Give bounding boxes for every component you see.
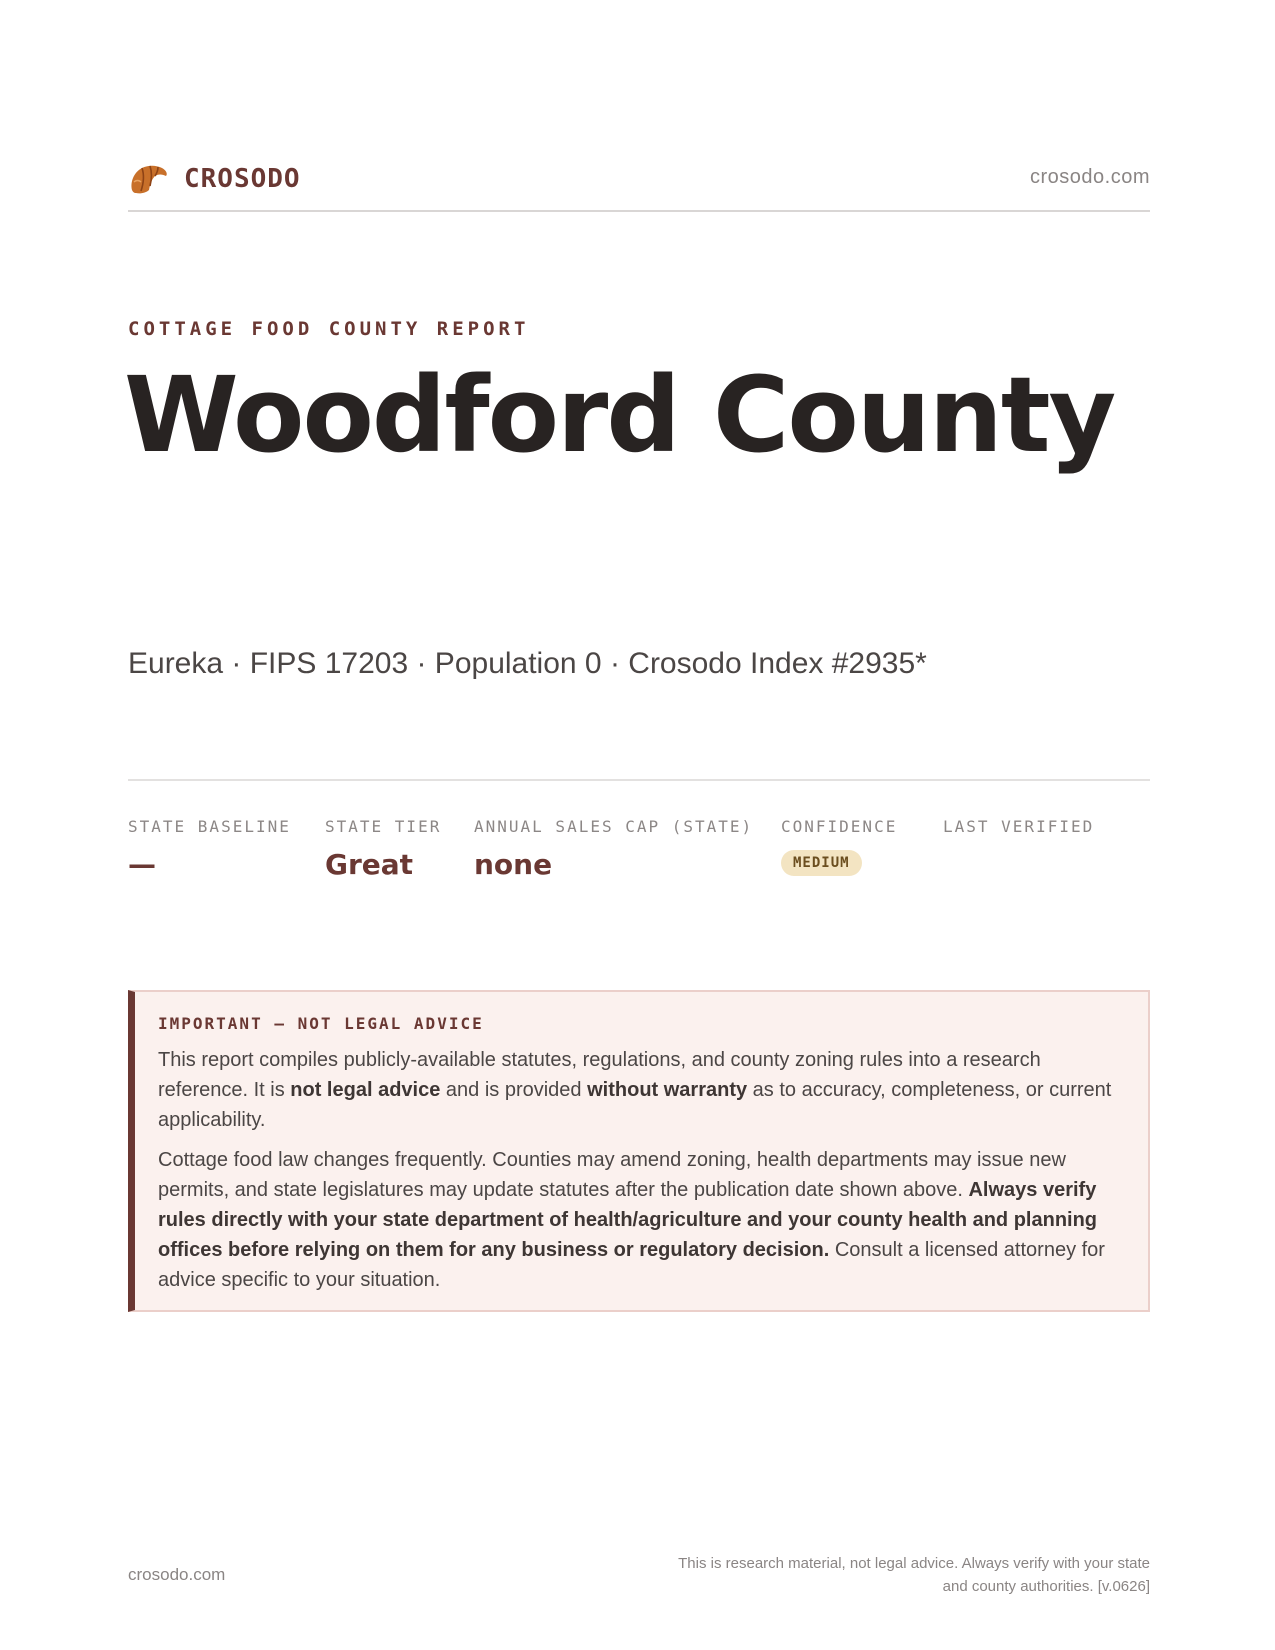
header-site-link[interactable]: crosodo.com: [1030, 166, 1150, 188]
notice-text: Consult a licensed attorney for advice specific to your situation.: [158, 1239, 1105, 1291]
stat-state-baseline: [128, 817, 291, 881]
notice-emphasis: Always verify rules directly with your state department of health/agriculture and your county health and planning offices before relying on them for any business or regulatory decision.: [158, 1179, 1098, 1261]
report-page: [124, 0, 1150, 1650]
legal-notice: [128, 990, 1150, 1312]
stat-value: Great: [325, 848, 414, 881]
footer-disclaimer-line: This is research material, not legal advice. Always verify with your state: [678, 1555, 1150, 1572]
county-subtitle: Eureka · FIPS 17203 · Population 0 · Crosodo Index #2935*: [128, 647, 927, 680]
stat-sales-cap: [474, 817, 753, 881]
stat-label: STATE BASELINE: [128, 817, 291, 836]
brand[interactable]: [128, 160, 301, 198]
stat-state-tier: [325, 817, 441, 881]
confidence-badge: MEDIUM: [781, 850, 862, 876]
report-eyebrow: COTTAGE FOOD COUNTY REPORT: [128, 318, 530, 340]
notice-text: Cottage food law changes frequently. Counties may amend zoning, health departments may issue new permits, and state legislatures may update statutes after the publication date shown above.: [158, 1149, 1066, 1201]
stat-last-verified: [943, 817, 1094, 848]
brand-name: CROSODO: [184, 164, 301, 194]
footer-site-link[interactable]: crosodo.com: [128, 1565, 226, 1584]
footer-disclaimer-line: and county authorities. [v.0626]: [942, 1578, 1150, 1595]
notice-text: and is provided: [440, 1079, 588, 1101]
croissant-icon: [128, 160, 170, 198]
stats-row: [128, 779, 1150, 901]
stat-confidence: [781, 817, 897, 876]
stat-label: LAST VERIFIED: [943, 817, 1095, 836]
notice-text: This report compiles publicly-available statutes, regulations, and county zoning rules into a research reference. It is: [158, 1049, 1041, 1101]
notice-emphasis: without warranty: [587, 1079, 748, 1101]
notice-title: IMPORTANT — NOT LEGAL ADVICE: [158, 1014, 484, 1033]
stat-label: CONFIDENCE: [781, 817, 898, 836]
stat-label: ANNUAL SALES CAP (STATE): [474, 817, 754, 836]
notice-paragraph-2: [158, 1145, 1124, 1295]
page-header: [128, 160, 1150, 212]
stat-value: none: [474, 848, 553, 881]
stat-label: STATE TIER: [325, 817, 442, 836]
notice-emphasis: not legal advice: [290, 1079, 441, 1101]
notice-text: as to accuracy, completeness, or current applicability.: [158, 1079, 1112, 1131]
stat-value: —: [128, 848, 156, 881]
page-title: Woodford County: [124, 354, 1115, 476]
notice-paragraph-1: [158, 1045, 1124, 1135]
footer-disclaimer: [630, 1552, 1150, 1598]
